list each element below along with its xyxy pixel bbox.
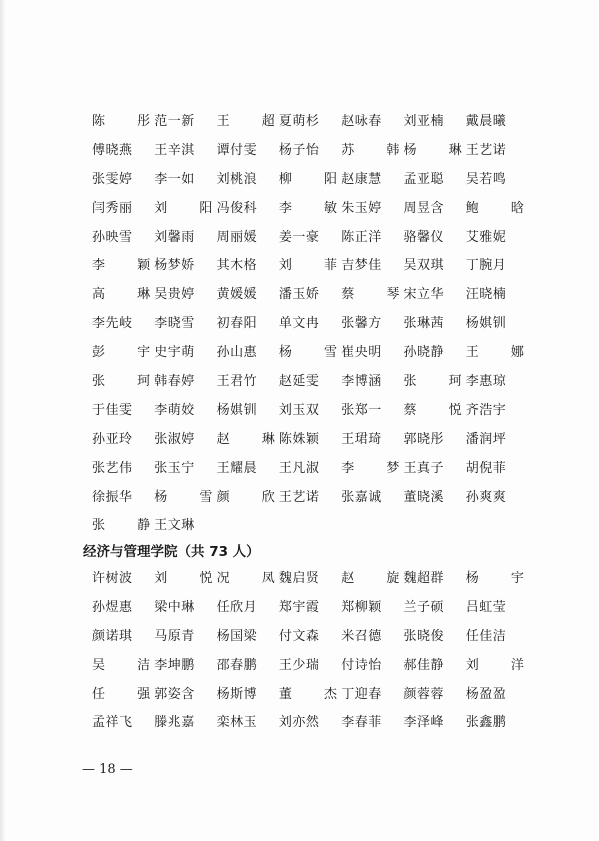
person-name: 范一新 <box>154 114 195 129</box>
person-name: 韩春婷 <box>154 374 195 390</box>
person-name: 齐浩宇 <box>465 402 507 418</box>
person-name: 滕兆嘉 <box>154 715 195 731</box>
person-name: 于佳雯 <box>92 402 133 418</box>
person-name: 姜一豪 <box>278 229 320 245</box>
person-name: 艾雅妮 <box>465 229 507 245</box>
person-name: 苏 韩 <box>341 142 414 158</box>
person-name: 张琳茜 <box>403 316 444 332</box>
person-name: 张 珂 <box>403 374 476 390</box>
person-name: 米召德 <box>341 628 382 644</box>
person-name: 刘 洋 <box>465 657 538 673</box>
person-name: 汪晓楠 <box>465 287 507 303</box>
person-name: 吴 洁 <box>92 657 165 673</box>
person-name: 刘 菲 <box>278 258 352 274</box>
person-name: 刘亚楠 <box>403 114 444 129</box>
person-name: 王 超 <box>216 114 289 129</box>
person-name: 王艺诺 <box>465 142 507 158</box>
person-name: 潘润坪 <box>465 431 507 447</box>
person-name: 梁中琳 <box>154 599 195 615</box>
person-name: 孙亚玲 <box>92 431 133 447</box>
person-name: 任佳洁 <box>465 628 507 644</box>
person-name: 张郑一 <box>341 402 382 418</box>
page-edge-shadow <box>0 0 6 841</box>
person-name: 王君竹 <box>216 374 258 390</box>
person-name: 刘 阳 <box>154 200 227 216</box>
person-name: 颜 欣 <box>216 489 289 505</box>
person-name: 董晓溪 <box>403 489 444 505</box>
person-name: 李 颖 <box>92 258 165 274</box>
person-name: 王少瑞 <box>278 657 320 673</box>
person-name: 赵 琳 <box>216 431 289 447</box>
person-name: 赵延雯 <box>278 374 320 390</box>
person-name: 崔央明 <box>341 345 382 361</box>
person-name: 宋立华 <box>403 287 444 303</box>
person-name: 陈姝颖 <box>278 431 320 447</box>
person-name: 付文森 <box>278 628 320 644</box>
person-name: 冯俊科 <box>216 200 258 216</box>
person-name: 刘桃浪 <box>216 171 258 187</box>
person-name: 杨国梁 <box>216 628 258 644</box>
person-name: 孙山惠 <box>216 345 258 361</box>
person-name: 史宇萌 <box>154 345 195 361</box>
person-name: 郝佳静 <box>403 657 444 673</box>
person-name: 王真子 <box>403 460 444 476</box>
person-name: 杨子怡 <box>278 142 320 158</box>
person-name: 周昱含 <box>403 200 444 216</box>
page-number: — 18 — <box>82 762 133 777</box>
person-name: 孙煜惠 <box>92 599 133 615</box>
person-name: 杨 雪 <box>278 345 352 361</box>
person-name: 李 梦 <box>341 460 414 476</box>
person-name: 任 强 <box>92 686 165 702</box>
person-name: 张晓俊 <box>403 628 444 644</box>
person-name: 徐振华 <box>92 489 133 505</box>
person-name: 邵春鹏 <box>216 657 258 673</box>
person-name: 夏萌杉 <box>278 114 320 129</box>
person-name: 郑宇霞 <box>278 599 320 615</box>
person-name: 李先岐 <box>92 316 133 332</box>
person-name: 刘 悦 <box>154 571 227 586</box>
person-name: 郭晓彤 <box>403 431 444 447</box>
person-name: 李惠琼 <box>465 374 507 390</box>
person-name: 刘馨雨 <box>154 229 195 245</box>
person-name: 柳 阳 <box>278 171 352 187</box>
person-name: 骆馨仪 <box>403 229 444 245</box>
person-name: 王文琳 <box>154 518 195 534</box>
person-name: 蔡 悦 <box>403 402 476 418</box>
person-name: 郑柳颖 <box>341 599 382 615</box>
person-name: 胡倪菲 <box>465 460 507 476</box>
person-name: 许树波 <box>92 571 133 586</box>
person-name: 吴若鸣 <box>465 171 507 187</box>
person-name: 张玉宁 <box>154 460 195 476</box>
person-name: 周丽媛 <box>216 229 258 245</box>
person-name: 郭姿含 <box>154 686 195 702</box>
person-name: 吕虹莹 <box>465 599 507 615</box>
person-name: 杨 琳 <box>403 142 476 158</box>
person-name: 马原青 <box>154 628 195 644</box>
person-name: 杨盈盈 <box>465 686 507 702</box>
person-name: 张嘉诚 <box>341 489 382 505</box>
person-name: 王 娜 <box>465 345 538 361</box>
person-name: 魏超群 <box>403 571 444 586</box>
person-name: 颜诺琪 <box>92 628 133 644</box>
person-name: 刘玉双 <box>278 402 320 418</box>
person-name: 杨斯博 <box>216 686 258 702</box>
person-name: 李一如 <box>154 171 195 187</box>
person-name: 杨娸钏 <box>216 402 258 418</box>
person-name: 其木格 <box>216 258 258 274</box>
person-name: 戴晨曦 <box>465 114 507 129</box>
person-name: 张馨方 <box>341 316 382 332</box>
person-name: 吴贵婷 <box>154 287 195 303</box>
person-name: 杨 宇 <box>465 571 538 586</box>
person-name: 王凡淑 <box>278 460 320 476</box>
person-name: 张雯婷 <box>92 171 133 187</box>
person-name: 李春菲 <box>341 715 382 731</box>
person-name: 鲍 晗 <box>465 200 538 216</box>
person-name: 颜蓉蓉 <box>403 686 444 702</box>
person-name: 傅晓燕 <box>92 142 133 158</box>
person-name: 王艺诺 <box>278 489 320 505</box>
person-name: 付诗怡 <box>341 657 382 673</box>
person-name: 黄媛媛 <box>216 287 258 303</box>
person-name: 杨 雪 <box>154 489 227 505</box>
person-name: 赵咏春 <box>341 114 382 129</box>
person-name: 张 珂 <box>92 374 165 390</box>
person-name: 李泽峰 <box>403 715 444 731</box>
person-name: 李萌姣 <box>154 402 195 418</box>
person-name: 王珺琦 <box>341 431 382 447</box>
person-name: 任欣月 <box>216 599 258 615</box>
person-name: 赵康慧 <box>341 171 382 187</box>
person-name: 闫秀丽 <box>92 200 133 216</box>
person-name: 朱玉婷 <box>341 200 382 216</box>
person-name: 陈 彤 <box>92 114 165 129</box>
person-name: 杨娸钏 <box>465 316 507 332</box>
person-name: 李坤鹏 <box>154 657 195 673</box>
person-name: 王耀晨 <box>216 460 258 476</box>
name-list-economics-management <box>92 565 538 738</box>
person-name: 孟祥飞 <box>92 715 133 731</box>
person-name: 孟亚聪 <box>403 171 444 187</box>
person-name: 李 敏 <box>278 200 352 216</box>
person-name: 张鑫鹏 <box>465 715 507 731</box>
person-name: 杨梦娇 <box>154 258 195 274</box>
person-name: 彭 宇 <box>92 345 165 361</box>
person-name: 吉梦佳 <box>341 258 382 274</box>
person-name: 董 杰 <box>278 686 352 702</box>
person-name: 张艺伟 <box>92 460 133 476</box>
person-name: 高 琳 <box>92 287 165 303</box>
person-name: 孙爽爽 <box>465 489 507 505</box>
name-list-continued <box>92 108 538 541</box>
person-name: 李博涵 <box>341 374 382 390</box>
person-name: 魏启贤 <box>278 571 320 586</box>
section-heading: 经济与管理学院（共 73 人） <box>83 544 260 560</box>
person-name: 张 静 <box>92 518 165 534</box>
person-name: 况 凤 <box>216 571 289 586</box>
person-name: 赵 旋 <box>341 571 414 586</box>
person-name: 蔡 琴 <box>341 287 414 303</box>
person-name: 张淑婷 <box>154 431 195 447</box>
person-name: 栾林玉 <box>216 715 258 731</box>
person-name: 初春阳 <box>216 316 258 332</box>
person-name: 孙映雪 <box>92 229 133 245</box>
person-name: 刘亦然 <box>278 715 320 731</box>
person-name: 孙晓静 <box>403 345 444 361</box>
person-name: 单文冉 <box>278 316 320 332</box>
person-name: 丁迎春 <box>341 686 382 702</box>
person-name: 兰子硕 <box>403 599 444 615</box>
person-name: 王辛淇 <box>154 142 195 158</box>
person-name: 吴双琪 <box>403 258 444 274</box>
person-name: 丁腕月 <box>465 258 507 274</box>
person-name: 陈正洋 <box>341 229 382 245</box>
person-name: 李晓雪 <box>154 316 195 332</box>
person-name: 潘玉娇 <box>278 287 320 303</box>
person-name: 谭付雯 <box>216 142 258 158</box>
